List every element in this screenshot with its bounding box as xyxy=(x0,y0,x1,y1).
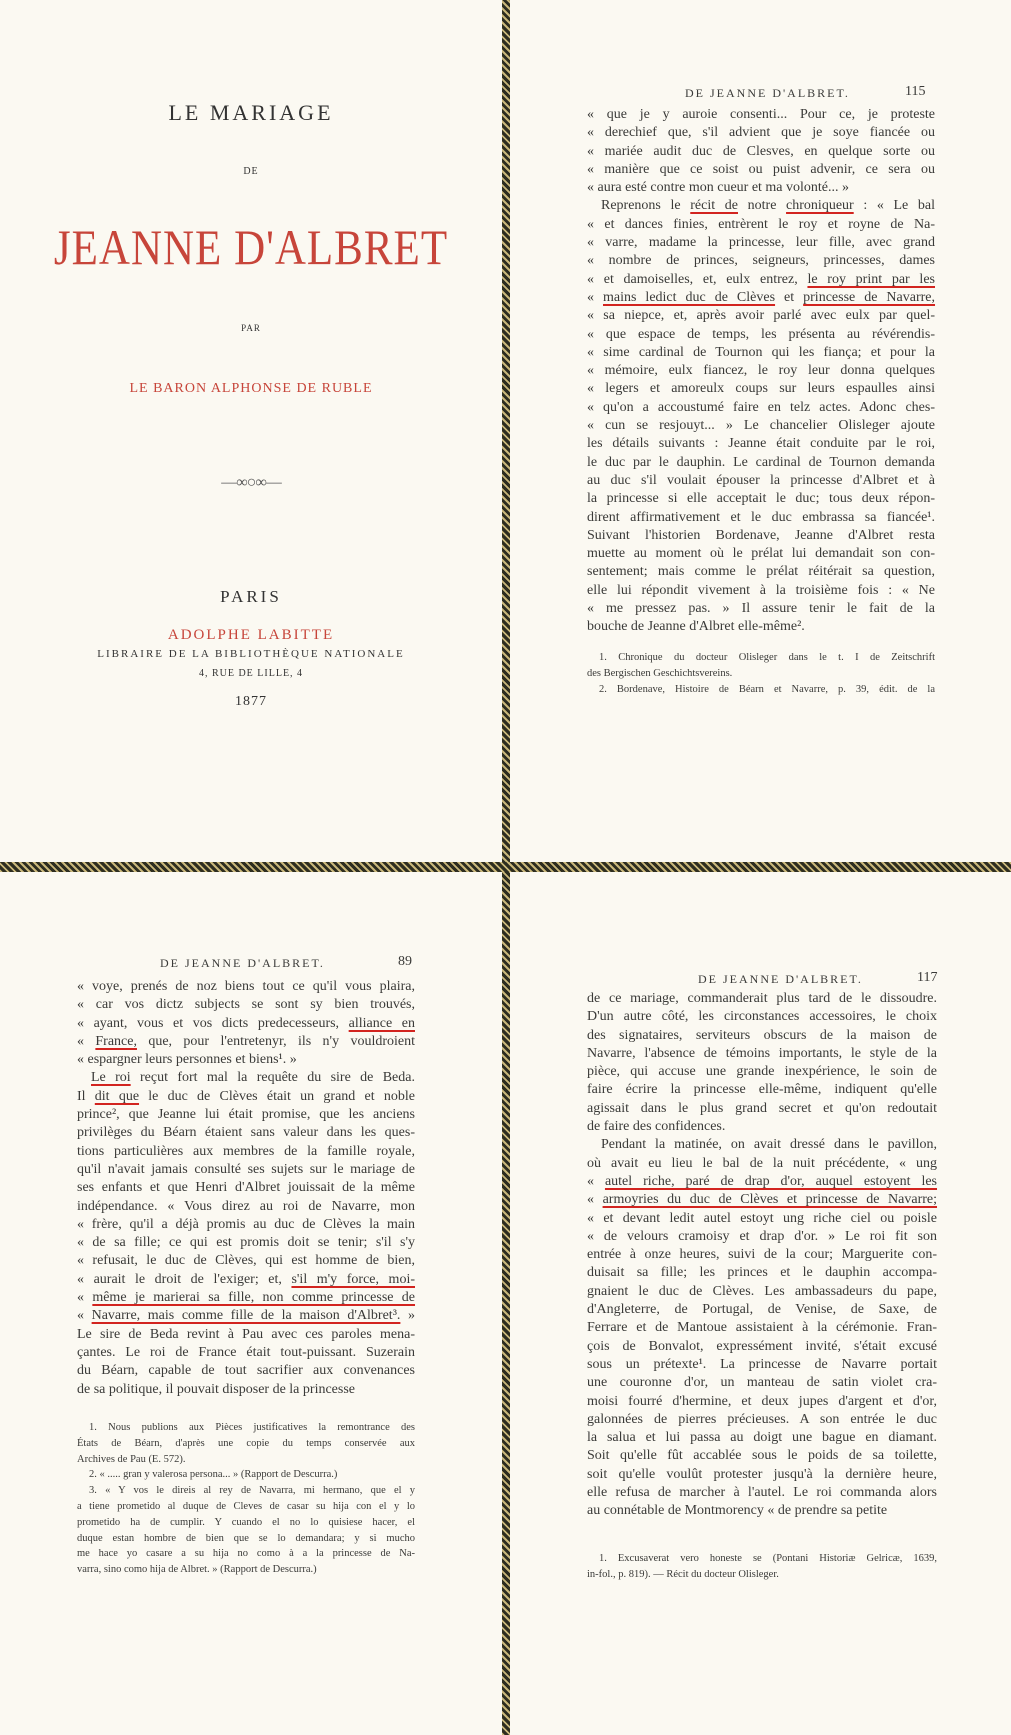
text-line xyxy=(77,1289,415,1307)
text-segment: soit qu'elle voulût protester jusqu'à la dernière heure, xyxy=(587,1466,937,1482)
text-segment: et xyxy=(775,289,804,305)
text-segment: « voye, prenés de noz biens tout ce qu'il vous plaira, xyxy=(77,979,415,994)
text-segment: tions particulières aux membres de la famille royale, xyxy=(77,1143,415,1159)
text-segment: « et damoiselles, et, eulx entrez, xyxy=(587,271,808,287)
text-segment: « frère, qu'il a déjà promis au duc de Clèves la main xyxy=(77,1216,415,1232)
text-segment: « aurait le droit de l'exiger; et, xyxy=(77,1271,292,1287)
text-line xyxy=(587,1502,937,1520)
text-line xyxy=(77,996,415,1014)
text-segment: ses enfants et que Henri d'Albret jouissait de la même xyxy=(77,1180,415,1196)
text-segment: « car vos dictz subjects se sont sy bien trouvés, xyxy=(77,997,415,1013)
page-number: 117 xyxy=(917,970,938,985)
text-line xyxy=(587,1191,937,1209)
horizontal-ornamental-border xyxy=(0,862,1011,872)
red-underlined-phrase: autel riche, paré de drap d'or, auquel estoyent les xyxy=(604,1173,938,1189)
text-line xyxy=(77,1252,415,1270)
text-line xyxy=(77,1143,415,1161)
footnotes xyxy=(77,1420,415,1578)
text-segment: sentement; mais comme le prélat réitérait sa question, xyxy=(587,564,935,580)
text-line xyxy=(587,161,935,179)
text-segment: Navarre, l'absence de témoins importants, le style de la xyxy=(587,1045,937,1061)
text-segment: moisi fourré d'hermine, et deux jupes d'argent et d'or, xyxy=(587,1393,937,1409)
text-line xyxy=(587,106,935,124)
text-segment: Suivant l'historien Bordenave, Jeanne d'Albret resta xyxy=(587,527,935,543)
ornament-icon: —∞○∞— xyxy=(221,474,281,491)
text-segment: de sa politique, il pouvait disposer de la princesse xyxy=(77,1381,355,1397)
red-underlined-phrase: le roy print par les xyxy=(807,271,935,287)
text-line xyxy=(587,1228,937,1246)
text-segment: duisait sa fille; les princes et le dauphin accompa- xyxy=(587,1265,937,1281)
footnote-line: duque estan hombre de bien que se lo demandara; y si mucho xyxy=(77,1532,415,1544)
text-line xyxy=(587,490,935,508)
text-line xyxy=(587,1246,937,1264)
text-line xyxy=(77,1216,415,1234)
text-segment: une couronne d'or, un manteau de satin violet cra- xyxy=(587,1375,937,1391)
text-segment: les détails suivants : Jeanne était conduite par le roi, xyxy=(587,436,935,452)
footnote-line: Archives de Pau (E. 572). xyxy=(77,1453,186,1465)
text-line xyxy=(587,618,935,636)
red-underlined-phrase: Le roi xyxy=(91,1070,131,1086)
text-segment: dirent affirmativement et le duc embrassa sa fiancée¹. xyxy=(587,509,935,525)
text-segment: agissait dans le plus grand secret et qu'on redoutait xyxy=(587,1100,937,1116)
text-segment: Reprenons le xyxy=(601,198,691,214)
text-segment: Soit qu'elle fût accablée sous le poids de sa toilette, xyxy=(587,1448,937,1464)
text-line xyxy=(587,179,935,197)
page-89 xyxy=(0,872,502,1735)
footnote-line: 1. Chronique du docteur Olisleger dans le t. I de Zeitschrift xyxy=(599,652,935,663)
text-line xyxy=(77,1307,415,1325)
text-line xyxy=(587,1393,937,1411)
text-segment: « ayant, vous et vos dicts predecesseurs, xyxy=(77,1015,349,1031)
red-underlined-phrase: armoyries du duc de Clèves et princesse de Navarre; xyxy=(602,1192,938,1208)
text-segment: gnaient le duc de Clèves. Les ambassadeurs du pape, xyxy=(587,1283,937,1299)
footnote-line: a tiene prometido al duque de Cleves de casar su hija con el y lo xyxy=(77,1500,415,1512)
text-segment: « xyxy=(77,1308,92,1324)
footnotes xyxy=(587,1551,937,1583)
text-line xyxy=(77,1088,415,1106)
text-segment: notre xyxy=(738,198,787,214)
text-line xyxy=(587,399,935,417)
text-line xyxy=(587,289,935,307)
text-line xyxy=(587,435,935,453)
text-segment: « aura esté contre mon cueur et ma volonté... » xyxy=(587,180,850,196)
text-segment: « de velours cramoisy et drap d'or. » Le roi fit son xyxy=(587,1228,937,1244)
text-segment: « xyxy=(77,1290,93,1306)
footnote-line: in-fol., p. 819). — Récit du docteur Olisleger. xyxy=(587,1568,779,1580)
text-line xyxy=(587,990,937,1008)
footnote-line: varra, sino como hija de Albret. » (Rapport de Descurra.) xyxy=(77,1564,317,1576)
text-segment: « et devant ledit autel estoyt ung riche ciel ou poisle xyxy=(587,1210,937,1226)
title-de: DE xyxy=(243,166,259,177)
text-line xyxy=(587,197,935,215)
text-segment: le duc de Clèves était un grand et noble xyxy=(139,1088,415,1104)
text-segment: « xyxy=(587,1192,603,1208)
running-head: DE JEANNE D'ALBRET. xyxy=(698,972,863,986)
text-line xyxy=(77,1362,415,1380)
text-line xyxy=(77,978,415,996)
text-line xyxy=(587,1356,937,1374)
footnote-line: États de Béarn, d'après une copie du temps conservée aux xyxy=(77,1437,415,1449)
text-line xyxy=(587,1155,937,1173)
text-segment: Le sire de Beda revint à Pau avec ces paroles mena- xyxy=(77,1326,415,1342)
text-segment: reçut fort mal la requête du sire de Beda. xyxy=(130,1070,415,1086)
footnote-line: 1. Nous publions aux Pièces justificatives la remontrance des xyxy=(89,1422,415,1433)
text-line xyxy=(587,234,935,252)
text-line xyxy=(77,1234,415,1252)
text-segment: « de sa fille; ce qui est promis doit se tenir; s'il s'y xyxy=(77,1235,415,1251)
text-line xyxy=(587,362,935,380)
text-segment: « qu'on a accoustumé faire en telz actes. Adonc ches- xyxy=(587,399,935,415)
text-segment: » xyxy=(400,1308,415,1324)
text-segment: d'Angleterre, de Portugal, de Venise, de Saxe, de xyxy=(587,1302,937,1318)
text-line xyxy=(77,1271,415,1289)
text-line xyxy=(587,472,935,490)
text-segment: que, pour l'entretenyr, ils n'y vouldroient xyxy=(136,1033,415,1049)
red-underlined-phrase: princesse de Navarre, xyxy=(803,289,936,305)
text-segment: pièce, qui accuse une grande inexpérience, le soin de xyxy=(587,1064,937,1080)
title-city: PARIS xyxy=(220,587,282,606)
text-segment: « nombre de princes, seigneurs, princesses, dames xyxy=(587,253,935,269)
text-line xyxy=(77,1344,415,1362)
text-line xyxy=(587,545,935,563)
text-segment: qu'il n'avait jamais consulté ses sujets sur le mariage de xyxy=(77,1161,415,1177)
text-line xyxy=(77,1106,415,1124)
text-segment: privilèges du Béarn étaient sans valeur dans les ques- xyxy=(77,1125,415,1141)
text-segment: çantes. Le roi de France était tout-puissant. Suzerain xyxy=(77,1344,415,1360)
text-line xyxy=(587,143,935,161)
title-publisher: ADOLPHE LABITTE xyxy=(167,627,335,643)
text-segment: où avait eu lieu le bal de la nuit précédente, « ung xyxy=(587,1155,937,1171)
footnotes xyxy=(587,650,935,697)
text-segment: « refusait, le duc de Clèves, qui est homme de bien, xyxy=(77,1253,415,1269)
text-segment: Il xyxy=(77,1088,95,1104)
text-line xyxy=(587,1081,937,1099)
footnote-line: me hace yo casare a su hija no como à a la princesse de Na- xyxy=(77,1548,415,1560)
text-segment: du Béarn, capable de tout sacrifier aux convenances xyxy=(77,1363,415,1379)
text-segment: « derechief que, s'il advient que je soye fiancée ou xyxy=(587,125,935,141)
text-line xyxy=(587,1484,937,1502)
text-line xyxy=(77,1179,415,1197)
text-line xyxy=(587,417,935,435)
text-segment: indépendance. « Vous direz au roi de Navarre, mon xyxy=(77,1198,415,1214)
text-segment: « que je y auroie consenti... Pour ce, je proteste xyxy=(587,107,935,122)
text-segment: elle refusa de marcher à l'autel. Le roi commanda alors xyxy=(587,1485,937,1501)
text-segment: « cun se resjouyt... » Le chancelier Olisleger ajoute xyxy=(587,418,935,434)
text-segment: : « Le bal xyxy=(853,198,936,214)
text-segment: « me pressez pas. » Il assure tenir le fait de la xyxy=(587,601,935,617)
text-line xyxy=(587,1264,937,1282)
red-underlined-phrase: alliance en xyxy=(348,1015,415,1031)
text-segment: « et dances finies, entrèrent le roy et royne de Na- xyxy=(587,216,935,232)
red-underlined-phrase: même je marierai sa fille, non comme princesse de xyxy=(92,1290,416,1306)
text-segment: sous un prétexte¹. La princesse de Navarre portait xyxy=(587,1356,937,1372)
text-segment: la salua et lui passa au doigt une bague en diamant. xyxy=(587,1430,937,1446)
text-line xyxy=(587,1374,937,1392)
text-segment: Pendant la matinée, on avait dressé dans le pavillon, xyxy=(601,1137,937,1153)
footnote-line: des Bergischen Geschichtsvereins. xyxy=(587,667,733,679)
text-line xyxy=(77,1069,415,1087)
text-line xyxy=(587,344,935,362)
text-segment: bouche de Jeanne d'Albret elle-même². xyxy=(587,619,805,635)
text-line xyxy=(587,509,935,527)
text-segment: « manière que ce soist ou puist advenir, ce sera ou xyxy=(587,161,935,177)
red-underlined-phrase: mains ledict duc de Clèves xyxy=(603,289,776,305)
text-line xyxy=(77,1161,415,1179)
text-line xyxy=(587,582,935,600)
text-line xyxy=(587,216,935,234)
title-par: PAR xyxy=(241,323,261,333)
red-underlined-phrase: chroniqueur xyxy=(786,198,854,214)
text-line xyxy=(77,1015,415,1033)
text-line xyxy=(587,124,935,142)
text-segment: « mariée audit duc de Clesves, en quelque sorte ou xyxy=(587,143,935,159)
red-underlined-phrase: France, xyxy=(95,1033,137,1049)
text-segment: la princesse si elle acceptait le duc; tous deux répon- xyxy=(587,491,935,507)
page-115 xyxy=(510,0,1011,862)
text-line xyxy=(77,1326,415,1344)
text-line xyxy=(587,1338,937,1356)
footnote-line: 2. Bordenave, Histoire de Béarn et Navarre, p. 39, édit. de la xyxy=(599,683,935,695)
page-117 xyxy=(510,872,1011,1735)
text-line xyxy=(587,1466,937,1484)
red-underlined-phrase: s'il m'y force, moi- xyxy=(291,1271,415,1287)
footnote-line: prometido ha de cumplir. Y cuando el no lo quisiese hacer, el xyxy=(77,1516,415,1528)
text-line xyxy=(587,527,935,545)
title-author: LE BARON ALPHONSE DE RUBLE xyxy=(129,381,373,396)
text-line xyxy=(587,1045,937,1063)
text-line xyxy=(587,380,935,398)
text-segment: elle lui répondit vivement à la troisième fois : « Ne xyxy=(587,582,935,598)
text-segment: entrée à onze heures, suivi de la cour; Marguerite con- xyxy=(587,1247,937,1263)
text-line xyxy=(587,1319,937,1337)
text-segment: « sime cardinal de Tournon qui les fiança; et pour la xyxy=(587,344,935,360)
text-segment: le duc par le dauphin. Le cardinal de Tournon demanda xyxy=(587,454,935,470)
page-body-text xyxy=(587,990,937,1521)
page-body-text xyxy=(77,978,415,1399)
text-segment: au duc s'il voulait épouser la princesse d'Albret et à xyxy=(587,472,935,488)
text-line xyxy=(587,1063,937,1081)
text-line xyxy=(587,1100,937,1118)
text-line xyxy=(77,1381,415,1399)
text-segment: « legers et amoreulx coups sur leurs espaulles ainsi xyxy=(587,381,935,397)
footnote-line: 1. Excusaverat vero honeste se (Pontani Historiæ Gelricæ, 1639, xyxy=(599,1553,937,1564)
text-line xyxy=(587,307,935,325)
text-segment: « espargner leurs personnes et biens¹. » xyxy=(77,1052,297,1068)
text-segment: des signataires, serviteurs obscurs de la maison de xyxy=(587,1027,937,1043)
footnote-line: 3. « Y vos le direis al rey de Navarra, mi hermano, que el y xyxy=(89,1485,415,1497)
text-line xyxy=(587,1173,937,1191)
text-line xyxy=(77,1124,415,1142)
text-segment: « xyxy=(587,289,603,305)
text-segment: « mémoire, eulx fiancez, le roy leur donna quelques xyxy=(587,363,935,379)
text-line xyxy=(587,271,935,289)
title-year: 1877 xyxy=(235,694,267,709)
text-line xyxy=(587,1210,937,1228)
text-segment: « varre, madame la princesse, leur fille, avec grand xyxy=(587,235,935,251)
text-line xyxy=(587,1429,937,1447)
text-line xyxy=(77,1051,415,1069)
title-le-mariage: LE MARIAGE xyxy=(168,100,334,125)
title-library: LIBRAIRE DE LA BIBLIOTHÈQUE NATIONALE xyxy=(97,648,405,660)
text-line xyxy=(587,1008,937,1026)
page-body-text xyxy=(587,106,935,637)
text-line xyxy=(587,563,935,581)
footnote-line: 2. « ..... gran y valerosa persona... » (Rapport de Descurra.) xyxy=(89,1469,338,1481)
text-line xyxy=(587,1283,937,1301)
text-line xyxy=(587,1118,937,1136)
page-number: 89 xyxy=(398,954,412,969)
text-segment: « que espace de temps, les présenta au révérendis- xyxy=(587,326,935,342)
text-line xyxy=(587,1411,937,1429)
title-address: 4, RUE DE LILLE, 4 xyxy=(198,668,304,679)
text-line xyxy=(77,1033,415,1051)
text-segment: muette au moment où le prélat lui demandait son con- xyxy=(587,546,935,562)
red-underlined-phrase: Navarre, mais comme fille de la maison d'Albret³. xyxy=(91,1308,401,1324)
text-segment: au connétable de Montmorency « de prendre sa petite xyxy=(587,1503,888,1519)
text-line xyxy=(77,1198,415,1216)
text-line xyxy=(587,1136,937,1154)
text-segment: faire écrire la princesse elle-même, indiquent qu'elle xyxy=(587,1082,937,1098)
text-line xyxy=(587,252,935,270)
running-head: DE JEANNE D'ALBRET. xyxy=(160,956,325,970)
text-line xyxy=(587,1301,937,1319)
text-segment: Ferrare et de Mantoue assistaient à la cérémonie. Fran- xyxy=(587,1320,937,1336)
text-segment: çois de Bonvalot, expressément invité, s'était excusé xyxy=(587,1338,937,1354)
text-line xyxy=(587,454,935,472)
text-segment: « xyxy=(587,1173,605,1189)
text-line xyxy=(587,600,935,618)
text-line xyxy=(587,1447,937,1465)
red-underlined-phrase: dit que xyxy=(94,1088,140,1104)
text-line xyxy=(587,326,935,344)
title-jeanne-dalbret: JEANNE D'ALBRET xyxy=(53,221,449,276)
red-underlined-phrase: récit de xyxy=(690,198,738,214)
text-line xyxy=(587,1027,937,1045)
text-segment: « sa niepce, et, après avoir parlé avec eulx par quel- xyxy=(587,308,935,324)
title-page xyxy=(0,0,502,862)
text-segment: de ce mariage, commanderait plus tard de le dissoudre. xyxy=(587,991,937,1006)
text-segment: « xyxy=(77,1033,96,1049)
running-head: DE JEANNE D'ALBRET. xyxy=(685,86,850,100)
page-number: 115 xyxy=(905,84,926,99)
text-segment: de faire des confidences. xyxy=(587,1119,726,1135)
text-segment: prince², que Jeanne lui était promise, que les anciens xyxy=(77,1107,415,1123)
text-segment: galonnées de pierres précieuses. A son entrée le duc xyxy=(587,1411,937,1427)
text-segment: D'un autre côté, les circonstances accessoires, le choix xyxy=(587,1009,937,1025)
